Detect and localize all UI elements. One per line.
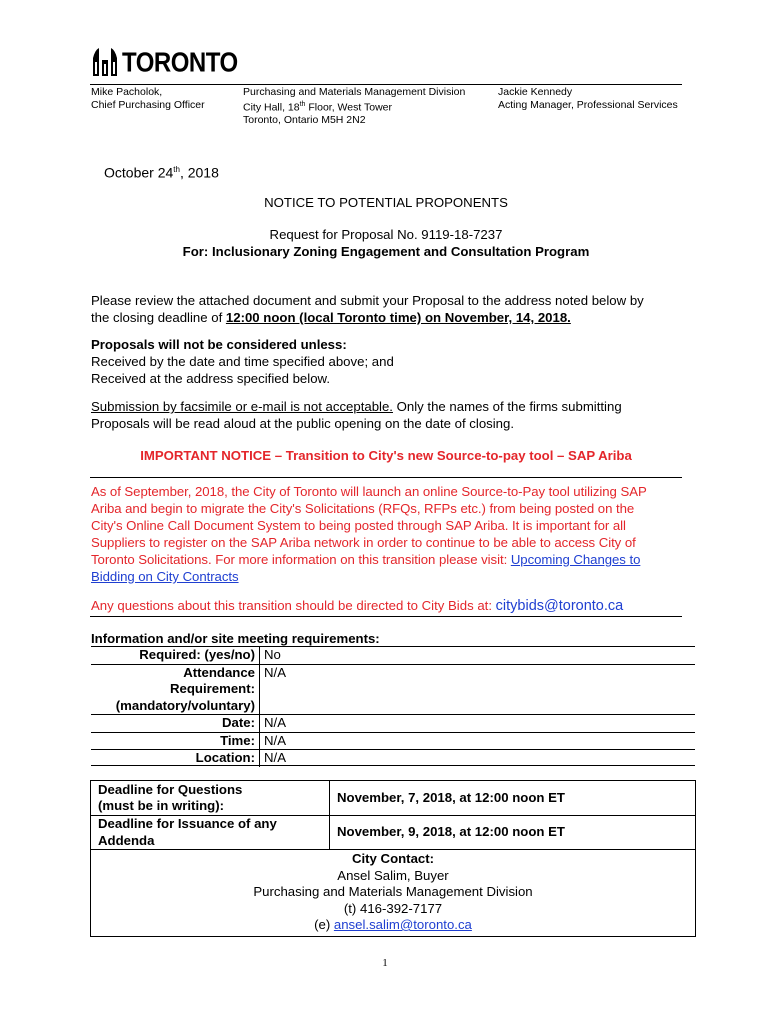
info-heading: Information and/or site meeting requirements: xyxy=(91,631,380,646)
table-row xyxy=(91,816,696,850)
notice-title: NOTICE TO POTENTIAL PROPONENTS xyxy=(264,195,508,210)
city-contact-cell xyxy=(91,850,696,937)
city-line: Toronto, Ontario M5H 2N2 xyxy=(243,113,366,126)
important-notice-body: As of September, 2018, the City of Toronto will launch an online Source-to-Pay tool utilizing SAP Ariba and begin to migrate the City's Solicitations (RFQs, RFPs etc.) from being posted on the City's Online Call Document System to being posted through SAP Ariba. It is important for all Suppliers to register on the SAP Ariba network in order to continue to be able to access City of Toronto Solicitations. For more information on this transition please visit: Upcoming Changes to Bidding on City Contracts xyxy=(91,484,647,584)
header-col-chief xyxy=(91,86,205,111)
notice-rule-top xyxy=(90,477,682,478)
conditions-heading: Proposals will not be considered unless: xyxy=(91,337,347,352)
table-row: Requirement: xyxy=(91,681,695,698)
conditions-block xyxy=(91,336,394,387)
header-col-address xyxy=(243,86,465,126)
condition-item: Received by the date and time specified above; and xyxy=(91,354,394,369)
rfp-number: Request for Proposal No. 9119-18-7237 xyxy=(269,227,503,242)
info-table xyxy=(91,647,695,767)
table-row xyxy=(91,850,696,937)
city-logo xyxy=(92,46,238,79)
contact-heading: City Contact: xyxy=(351,851,435,866)
contact-phone: (t) 416-392-7177 xyxy=(343,900,443,916)
header-rule xyxy=(90,84,682,85)
manager-name: Jackie Kennedy xyxy=(498,86,573,98)
division-name: Purchasing and Materials Management Division xyxy=(243,86,466,98)
logo-wordmark: TORONTO xyxy=(122,47,238,79)
table-row: Date: N/A xyxy=(91,715,695,733)
submission-paragraph: Submission by facsimile or e-mail is not acceptable. Only the names of the firms submitting Proposals will be read aloud at the public opening on the date of closing. xyxy=(91,399,622,431)
manager-title: Acting Manager, Professional Services xyxy=(498,98,678,111)
table-row: Attendance N/A xyxy=(91,664,695,681)
city-hall-icon xyxy=(92,46,118,76)
rfp-subject: For: Inclusionary Zoning Engagement and Consultation Program xyxy=(182,244,590,259)
questions-line: Any questions about this transition should be directed to City Bids at: citybids@toronto.ca xyxy=(91,598,624,614)
questions-deadline-value: November, 7, 2018, at 12:00 noon ET xyxy=(330,781,696,816)
addenda-deadline-label: Deadline for Issuance of any Addenda xyxy=(91,816,330,850)
upcoming-changes-link[interactable]: Upcoming Changes to xyxy=(510,552,641,567)
contact-division: Purchasing and Materials Management Division xyxy=(253,884,533,899)
deadlines-table xyxy=(90,780,696,937)
address-line: City Hall, 18th Floor, West Tower xyxy=(243,100,393,113)
info-table-frame xyxy=(91,646,695,766)
notice-rule-bottom xyxy=(90,616,682,617)
upcoming-changes-link-cont[interactable]: Bidding on City Contracts xyxy=(91,569,239,584)
header-col-manager xyxy=(498,86,678,111)
table-row xyxy=(91,781,696,816)
page-number: 1 xyxy=(382,957,388,969)
contact-email-link[interactable]: ansel.salim@toronto.ca xyxy=(333,917,472,932)
condition-item: Received at the address specified below. xyxy=(91,371,330,386)
contact-name: Ansel Salim, Buyer xyxy=(337,867,449,883)
contact-email-line: (e) ansel.salim@toronto.ca xyxy=(314,917,472,932)
chief-title: Chief Purchasing Officer xyxy=(91,98,205,111)
important-notice-heading: IMPORTANT NOTICE – Transition to City's new Source-to-pay tool – SAP Ariba xyxy=(140,448,632,463)
closing-deadline: 12:00 noon (local Toronto time) on November, 14, 2018. xyxy=(225,310,571,325)
table-row: (mandatory/voluntary) xyxy=(91,698,695,715)
review-paragraph: Please review the attached document and submit your Proposal to the address noted below by the closing deadline of 12:00 noon (local Toronto time) on November, 14, 2018. xyxy=(91,293,644,325)
table-row: Location: N/A xyxy=(91,750,695,767)
addenda-deadline-value: November, 9, 2018, at 12:00 noon ET xyxy=(330,816,696,850)
questions-deadline-label: Deadline for Questions (must be in writing): xyxy=(91,781,330,816)
letter-date: October 24th, 2018 xyxy=(104,164,219,181)
citybids-email-link[interactable]: citybids@toronto.ca xyxy=(495,598,624,614)
chief-name: Mike Pacholok, xyxy=(91,86,163,98)
table-row: Time: N/A xyxy=(91,732,695,750)
table-row: Required: (yes/no) No xyxy=(91,647,695,664)
